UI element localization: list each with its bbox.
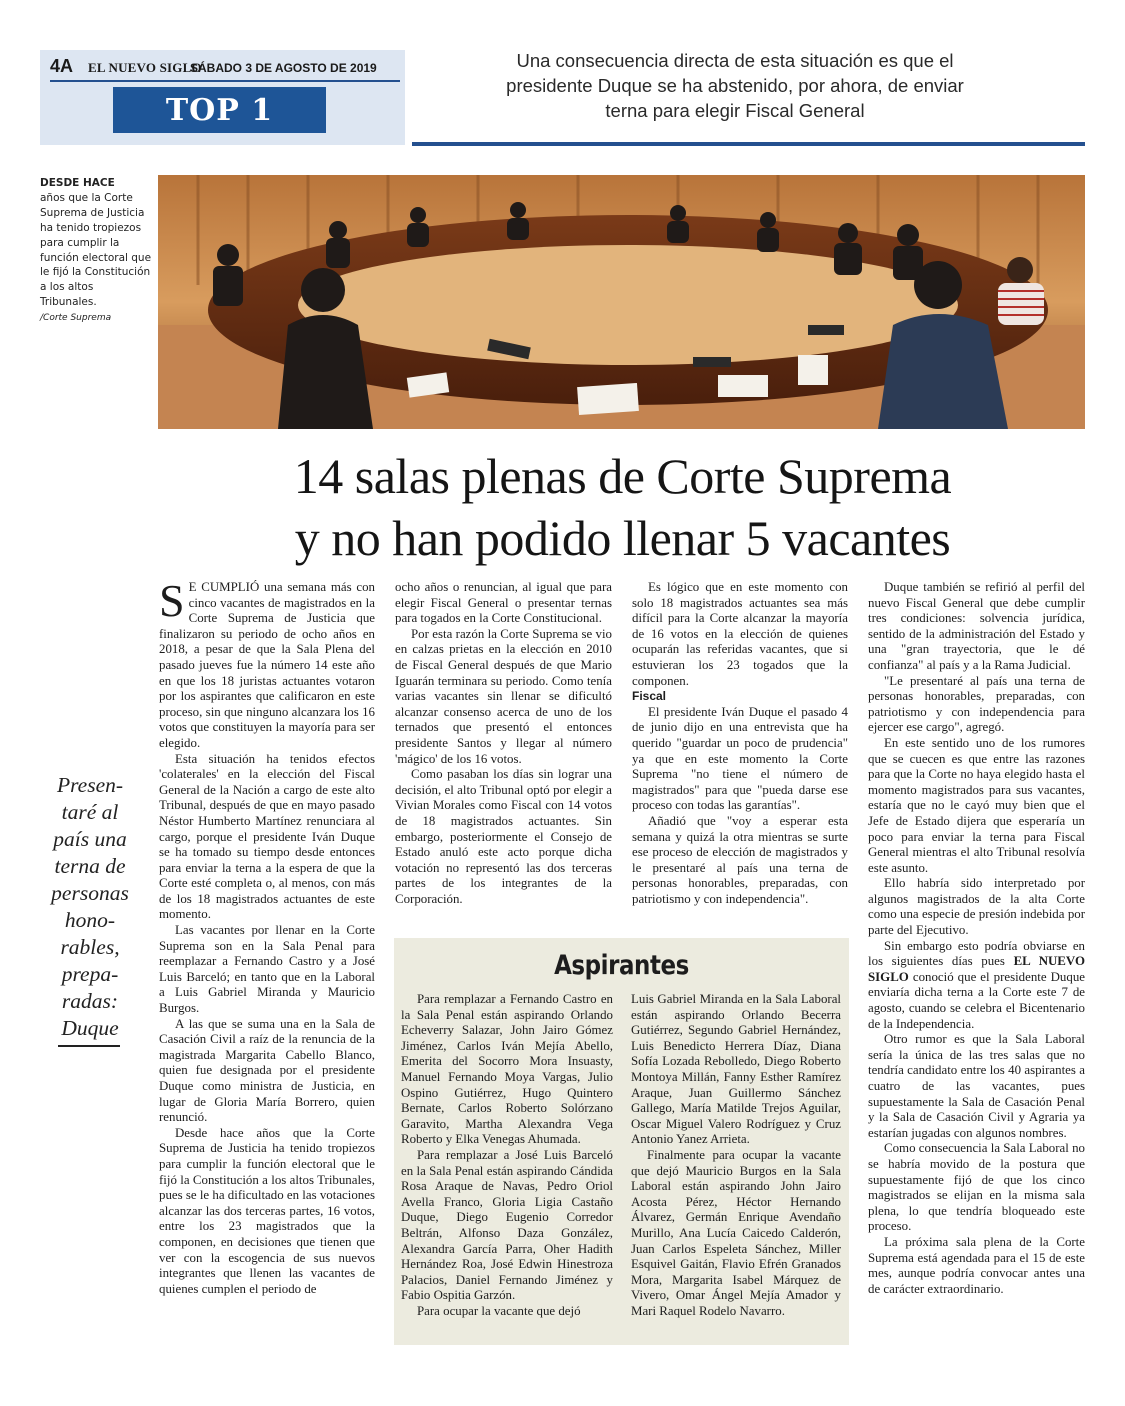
aspirantes-paragraph: Para remplazar a José Luis Barceló en la Sala Penal están aspirando Cándida Rosa Araque de Navas, Pedro Oriol Avella Franco, Gloria Ligia Castaño Duque, Diego Eugenio Corredor Beltrán, Alfonso Daza González, Alexandra García Parra, Oher Hadith Hernández Roa, José Edwin Hinestroza Palacios, Daniel Fernando Jiménez y Fabio Ospitia Garzón. bbox=[401, 1147, 613, 1303]
headline-line: 14 salas plenas de Corte Suprema bbox=[293, 448, 952, 504]
article-paragraph: S E CUMPLIÓ una semana más con cinco vacantes de magistrados en la Corte Suprema de Justicia que finalizaron su periodo de ocho años en 2018, a pesar de que la Sala Plena del pasado jueves fue la número 14 este año en que los 18 juristas actuantes votaron por los aspirantes que calificaron en este proceso, sin que ninguno alcanzara los 16 votos que constituyen la mayoría para ser elegido. bbox=[159, 575, 375, 750]
issue-date: SÁBADO 3 DE AGOSTO DE 2019 bbox=[190, 61, 377, 75]
aspirantes-paragraph: Para remplazar a Fernando Castro en la Sala Penal están aspirando Orlando Echeverry Salazar, John Jairo Gómez Jiménez, Carlos Iván Mejía Abello, Emerita del Socorro Mora Insuasty, Manuel Fernando Moya Vargas, Julio Ospino Gutiérrez, Hugo Quintero Bernate, Carlos Roberto Solórzano Garavito, Martha Alexandra Vega Roberto y Elka Venegas Ahumada. bbox=[401, 992, 613, 1147]
article-paragraph: Esta situación ha tenidos efectos 'colaterales' en la elección del Fiscal General de la Nación a cargo de este alto Tribunal, después de que en mayo pasado Néstor Humberto Martínez renunciara al cargo, porque el presidente Iván Duque se ha tomado su tiempo desde entonces para enviar la terna a la espera de que la Corte esté completa o, al menos, con más de los 18 magistrados actuantes de este momento. bbox=[159, 751, 375, 922]
article-paragraph: Añadió que "voy a esperar esta semana y quizá la otra mientras se surte ese proceso de elección de magistrados y le presentaré al país una terna de personas honorables, preparadas, con patriotismo y con independencia". bbox=[632, 813, 848, 906]
photo-credit: /Corte Suprema bbox=[40, 313, 112, 324]
photo-caption-text: años que la Corte Suprema de Justicia ha tenido tropiezos para cumplir la función electoral que le fijó la Constitución a los altos Tribunales. bbox=[40, 191, 152, 309]
top-rule bbox=[412, 142, 1085, 146]
page-number: 4A bbox=[50, 56, 74, 76]
article-paragraph: Desde hace años que la Corte Suprema de Justicia ha tenido tropiezos para cumplir la función electoral que le fijó la Constitución a los altos Tribunales, pues se le ha dificultado en las votaciones alcanzar las dos terceras partes, 16 votos, entre los 23 magistrados que la componen, en decisiones que tienen que ver con la escogencia de sus nuevos integrantes que llenen las vacantes de quienes cumplen el periodo de bbox=[159, 1125, 375, 1296]
newspaper-name: EL NUEVO SIGLO bbox=[88, 60, 202, 75]
article-column-3 bbox=[632, 580, 848, 907]
article-paragraph: Como pasaban los días sin lograr una decisión, el alto Tribunal optó por elegir a Vivian Morales como Fiscal con 14 votos de 18 magistrados actuantes. Sin embargo, posteriormente el Consejo de Estado anuló este acto porque dicha votación no representó las dos terceras partes de los integrantes de la Corporación. bbox=[395, 767, 612, 906]
article-paragraph: Como consecuencia la Sala Laboral no se habría movido de la postura que supuestamente fijó de que los cinco magistrados se elijan en la misma sala plena, lo que tendría bloqueado este proceso. bbox=[868, 1141, 1085, 1234]
headline bbox=[160, 445, 1085, 569]
photo-caption bbox=[40, 176, 152, 326]
article-paragraph: En este sentido uno de los rumores que se cuecen es que entre las razones para que la Corte no haya elegido hasta el momento magistrados para sus vacantes, estaría que no le cayó muy bien que el Jefe de Estado dijera que esperaría un poco para enviar la terna para Fiscal General mientras el alto Tribunal resolvía este asunto. bbox=[868, 735, 1085, 875]
section-subhead: Fiscal bbox=[632, 689, 667, 704]
aspirantes-column-2 bbox=[631, 992, 841, 1319]
article-column-4 bbox=[868, 580, 1085, 1297]
article-paragraph: Sin embargo esto podría obviarse en los siguientes días pues EL NUEVO SIGLO conoció que el presidente Duque enviaría dicha terna a la Corte este 7 de agosto, cuando se celebra el Bicentenario de la Independencia. bbox=[868, 938, 1085, 1031]
pull-quote-rule bbox=[58, 1045, 120, 1047]
article-paragraph: "Le presentaré al país una terna de personas honorables, preparadas, con patriotismo y con independencia para ejercer ese cargo", agregó. bbox=[868, 673, 1085, 735]
article-paragraph: ocho años o renuncian, al igual que para elegir Fiscal General o presentar ternas para togados en la Corte Constitucional. bbox=[395, 580, 612, 626]
pull-quote: Presen-taré al país una terna de personas hono-rables, prepa-radas: Duque bbox=[51, 773, 129, 1040]
section-badge: TOP 1 bbox=[113, 87, 326, 133]
article-column-2 bbox=[395, 580, 612, 907]
article-paragraph: Otro rumor es que la Sala Laboral sería la única de las tres salas que no tendría candidato entre los 40 aspirantes a cuatro de las vacantes, pues supuestamente la Sala de Casación Penal y la Sala de Casación Civil y Agraria ya estarían jugadas con algunos nombres. bbox=[868, 1032, 1085, 1140]
article-column-1 bbox=[159, 575, 375, 1297]
top-quote bbox=[470, 48, 1000, 123]
article-paragraph: La próxima sala plena de la Corte Suprema está agendada para el 15 de este mes, aunque podría convocar antes una de carácter extraordinario. bbox=[868, 1234, 1085, 1296]
newspaper-mention: EL NUEVO SIGLO bbox=[868, 954, 1085, 984]
article-paragraph: El presidente Iván Duque el pasado 4 de junio dijo en una entrevista que ha querido "guardar un poco de prudencia" ya que en este momento la Corte Suprema "no tiene el número de magistrados" para que "pueda darse ese proceso con todas las garantías". bbox=[632, 704, 848, 813]
article-paragraph: A las que se suma una en la Sala de Casación Civil a raíz de la renuncia de la magistrada Margarita Cabello Blanco, quien fue designada por el presidente Duque como ministra de Justicia, en lugar de Gloria María Borrero, quien renunció. bbox=[159, 1016, 375, 1125]
aspirantes-column-1 bbox=[401, 992, 613, 1319]
headline-line: y no han podido llenar 5 vacantes bbox=[294, 510, 951, 566]
top-quote-line: presidente Duque se ha abstenido, por ahora, de enviar bbox=[506, 75, 964, 96]
aspirantes-paragraph: Luis Gabriel Miranda en la Sala Laboral están aspirando Orlando Becerra Gutiérrez, Segundo Gabriel Hernández, Luis Benedicto Herrera Díaz, Diana Sofía Lozada Rebolledo, Diego Roberto Montoya Millán, Fanny Esther Ramírez Araque, Juan Guillermo Sánchez Gallego, María Matilde Trejos Aguilar, Oscar Miguel Valero Rodríguez y Cruz Antonio Yanez Arrieta. bbox=[631, 992, 841, 1147]
top-quote-line: terna para elegir Fiscal General bbox=[605, 100, 865, 121]
aspirantes-paragraph: Para ocupar la vacante que dejó bbox=[417, 1303, 581, 1318]
top-quote-line: Una consecuencia directa de esta situación es que el bbox=[516, 50, 954, 71]
court-session-photo bbox=[158, 175, 1085, 429]
article-paragraph: Ello habría sido interpretado por algunos magistrados de la alta Corte como una especie de presión indebida por parte del Ejecutivo. bbox=[868, 876, 1085, 938]
aspirantes-title: Aspirantes bbox=[554, 950, 689, 981]
article-paragraph: Duque también se refirió al perfil del nuevo Fiscal General que debe cumplir tres condiciones: solvencia jurídica, sentido de la administración del Estado y una "gran trayectoria, que le dé confianza" al país y a la Rama Judicial. bbox=[868, 580, 1085, 672]
photo-caption-lead: DESDE HACE bbox=[40, 177, 115, 189]
drop-cap: S bbox=[159, 575, 185, 626]
article-paragraph: Las vacantes por llenar en la Corte Suprema son en la Sala Penal para reemplazar a Fernando Castro y a José Luis Barceló; en tanto que en la Laboral a Luis Gabriel Miranda y Mauricio Burgos. bbox=[159, 923, 375, 1016]
aspirantes-paragraph: Finalmente para ocupar la vacante que dejó Mauricio Burgos en la Sala Laboral están aspirando John Jairo Acosta Pérez, Héctor Hernando Álvarez, Germán Enrique Avendaño Murillo, Ana Lucía Caicedo Calderón, Juan Carlos Espeleta Sánchez, Miller Esquivel Gaitán, Flavio Efrén Granados Mora, Margarita Isabel Márquez de Vivero, Omar Ángel Mejía Amador y Mari Raquel Rodelo Navarro. bbox=[631, 1147, 841, 1318]
article-paragraph: Por esta razón la Corte Suprema se vio en calzas prietas en la elección en 2010 de Fiscal General después de que Mario Iguarán terminara su periodo. Como tenía varias vacantes sin llenar se dificultó alcanzar consenso acerca de uno de los ternados que presentó el entonces presidente Santos y llegar al número 'mágico' de los 16 votos. bbox=[395, 626, 612, 766]
article-paragraph: Es lógico que en este momento con solo 18 magistrados actuantes sea más difícil para la Corte alcanzar la mayoría de 16 votos en la elección de quienes ocuparán las referidas vacantes, que si estuvieran los 23 togados que la componen. bbox=[632, 580, 848, 688]
photo-illustration bbox=[158, 175, 1085, 429]
